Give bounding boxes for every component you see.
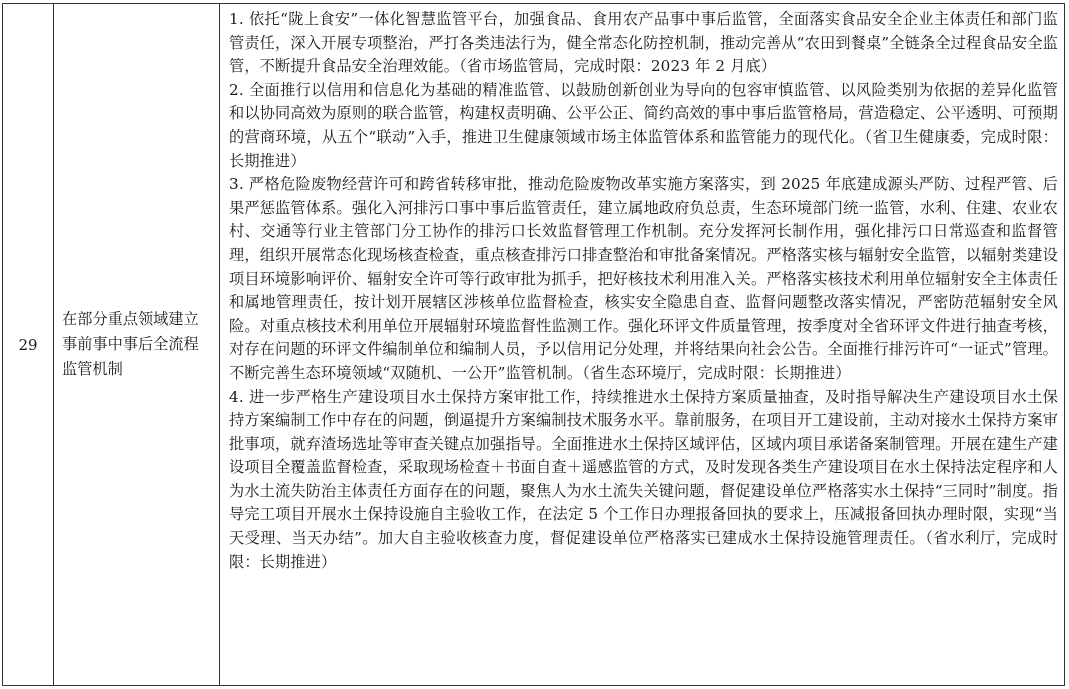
task-name: 在部分重点领域建立事前事中事后全流程监管机制	[62, 310, 199, 378]
task-name-cell	[54, 4, 220, 686]
measure-item-2: 2. 全面推行以信用和信息化为基础的精准监管、以鼓励创新创业为导向的包容审慎监管、以风险类别为依据的差异化监管和以协同高效为原则的联合监管，构建权责明确、公平公正、简约高效的事中事后监管格局，营造稳定、公平透明、可预期的营商环境，从五个“联动”入手，推进卫生健康领域市场主体监管体系和监管能力的现代化。（省卫生健康委，完成时限：长期推进）	[229, 80, 1058, 170]
task-table	[2, 3, 1065, 686]
measure-item-1: 1. 依托“陇上食安”一体化智慧监管平台，加强食品、食用农产品事中事后监管，全面落实食品安全企业主体责任和部门监管责任，深入开展专项整治，严打各类违法行为，健全常态化防控机制，推动完善从“农田到餐桌”全链条全过程食品安全监管，不断提升食品安全治理效能。（省市场监管局，完成时限：2023 年 2 月底）	[229, 10, 1058, 76]
measure-item-4: 4. 进一步严格生产建设项目水土保持方案审批工作，持续推进水土保持方案质量抽查，及时指导解决生产建设项目水土保持方案编制工作中存在的问题，倒逼提升方案编制技术服务水平。靠前服务，在项目开工建设前，主动对接水土保持方案审批事项，就弃渣场选址等审查关键点加强指导。全面推进水土保持区域评估，区域内项目承诺备案制管理。开展在建生产建设项目全覆盖监督检查，采取现场检查＋书面自查＋遥感监管的方式，及时发现各类生产建设项目在水土保持法定程序和人为水土流失防治主体责任方面存在的问题，聚焦人为水土流失关键问题，督促建设单位严格落实水土保持“三同时”制度。指导完工项目开展水土保持设施自主验收工作，在法定 5 个工作日办理报备回执的要求上，压减报备回执办理时限，实现“当天受理、当天办结”。加大自主验收核查力度，督促建设单位严格落实已建成水土保持设施管理责任。（省水利厅，完成时限：长期推进）	[229, 387, 1058, 571]
table-row	[3, 4, 1065, 686]
measures-cell	[220, 4, 1065, 686]
row-index-cell	[3, 4, 54, 686]
row-index: 29	[18, 335, 38, 354]
measure-item-3: 3. 严格危险废物经营许可和跨省转移审批，推动危险废物改革实施方案落实，到 2025 年底建成源头严防、过程严管、后果严惩监管体系。强化入河排污口事中事后监管责任，建立属地政府负总责，生态环境部门统一监管，水利、住建、农业农村、交通等行业主管部门分工协作的排污口长效监督管理工作机制。充分发挥河长制作用，强化排污口日常巡查和监督管理，组织开展常态化现场核查检查，重点核查排污口排查整治和审批备案情况。严格落实核与辐射安全监管，以辐射类建设项目环境影响评价、辐射安全许可等行政审批为抓手，把好核技术利用准入关。严格落实核技术利用单位辐射安全主体责任和属地管理责任，按计划开展辖区涉核单位监督检查，核实安全隐患自查、监督问题整改落实情况，严密防范辐射安全风险。对重点核技术利用单位开展辐射环境监督性监测工作。强化环评文件质量管理，按季度对全省环评文件进行抽查考核，对存在问题的环评文件编制单位和编制人员，予以信用记分处理，并将结果向社会公告。全面推行排污许可“一证式”管理。不断完善生态环境领域“双随机、一公开”监管机制。（省生态环境厅，完成时限：长期推进）	[229, 175, 1058, 382]
